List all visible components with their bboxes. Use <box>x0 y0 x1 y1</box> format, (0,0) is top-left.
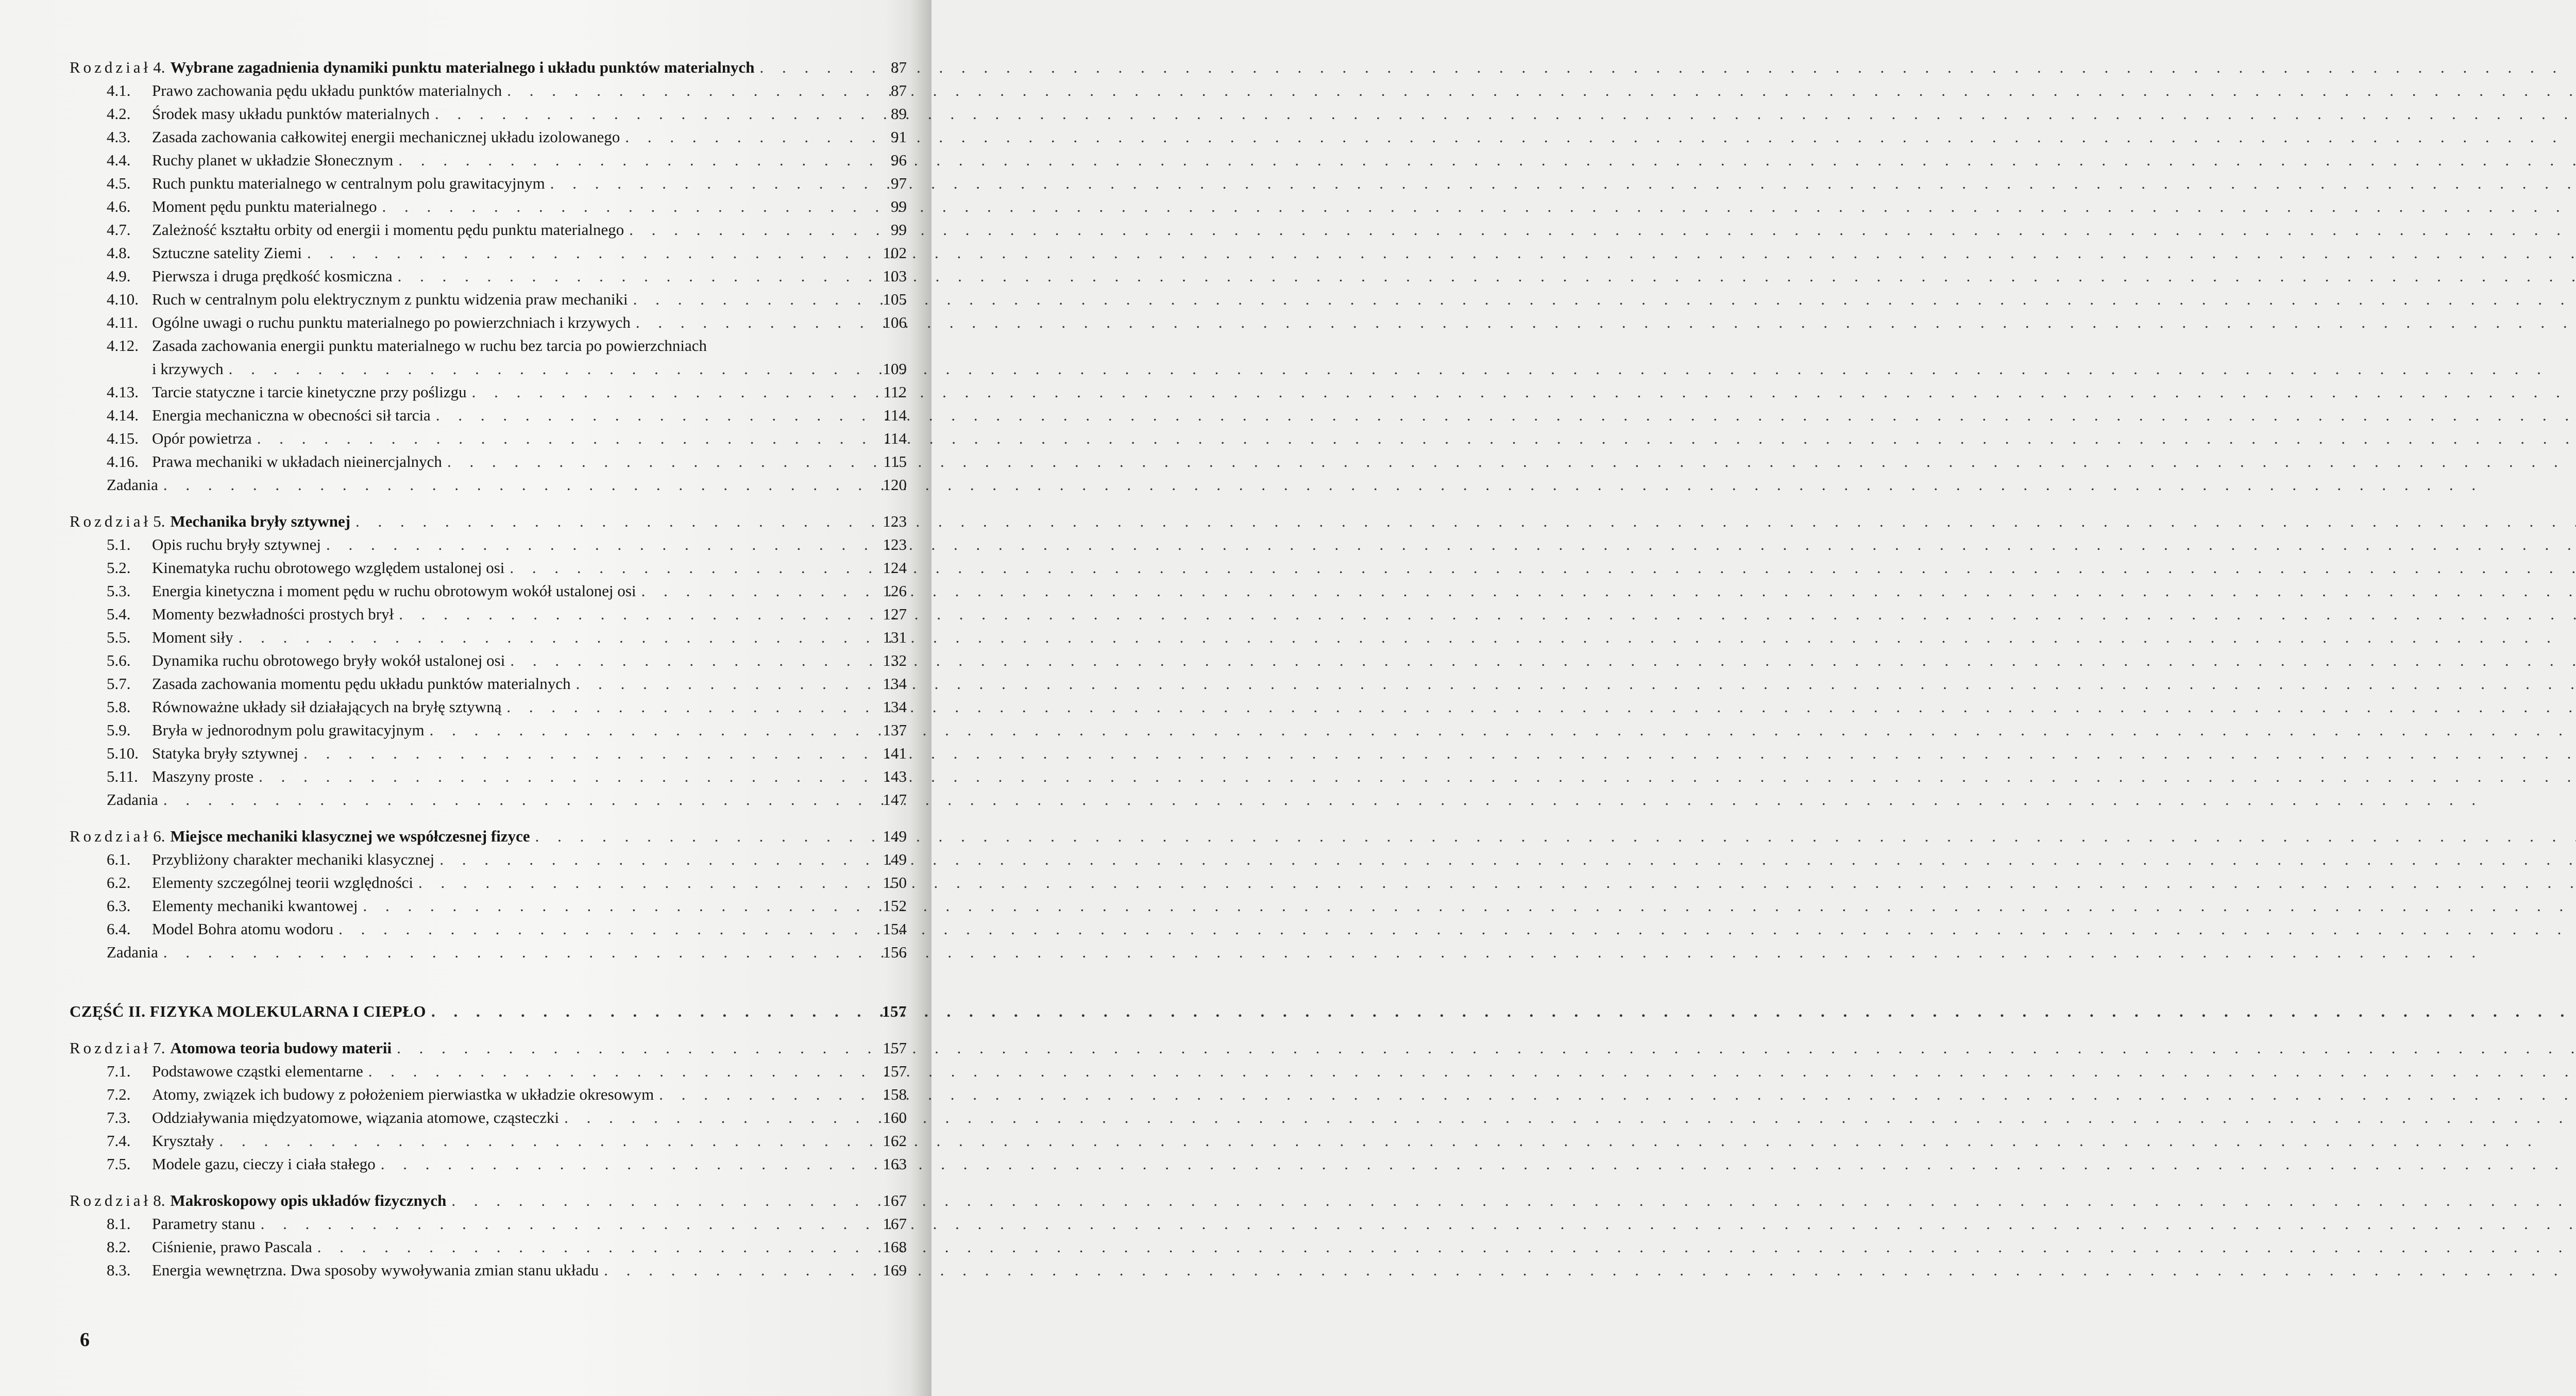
dot-leader <box>435 102 2576 125</box>
chapter-number: 6. <box>153 827 165 845</box>
toc-section <box>70 848 907 871</box>
dot-leader <box>368 1059 2576 1083</box>
section-title: Sztuczne satelity Ziemi <box>152 244 302 262</box>
dot-leader <box>507 79 2576 102</box>
dot-leader <box>397 1036 2576 1059</box>
dot-leader <box>439 848 2576 871</box>
section-number: 5.5. <box>107 628 131 646</box>
dot-leader <box>363 894 2576 917</box>
page-reference: 103 <box>883 267 907 285</box>
page-reference: 91 <box>891 128 907 146</box>
section-title: Środek masy układu punktów materialnych <box>152 105 430 123</box>
section-number: 6.2. <box>107 873 131 892</box>
section-title: Elementy mechaniki kwantowej <box>152 897 358 915</box>
toc-exercises <box>70 788 907 811</box>
section-number: 5.8. <box>107 698 131 716</box>
dot-leader <box>430 718 2576 742</box>
exercises-title: Zadania <box>107 790 158 809</box>
dot-leader <box>510 649 2576 672</box>
dot-leader <box>451 1189 2576 1212</box>
chapter-label: Rozdział <box>70 58 151 76</box>
toc-section <box>70 917 907 940</box>
chapter-number: 8. <box>153 1191 165 1209</box>
section-title: Równoważne układy sił działających na bryłę sztywną <box>152 698 502 716</box>
chapter-number: 4. <box>153 58 165 76</box>
dot-leader <box>550 172 2576 195</box>
toc-section <box>70 380 907 403</box>
page-reference: 96 <box>891 151 907 169</box>
page-reference: 109 <box>883 360 907 378</box>
page-reference: 120 <box>883 476 907 494</box>
toc-part <box>70 1000 907 1023</box>
page-reference: 134 <box>883 675 907 693</box>
dot-leader <box>326 533 2576 556</box>
toc-section <box>70 695 907 718</box>
page-reference: 97 <box>891 174 907 192</box>
page-reference: 149 <box>883 850 907 868</box>
section-number: 6.3. <box>107 897 131 915</box>
section-title: Ogólne uwagi o ruchu punktu materialnego po powierzchniach i krzywych <box>152 313 631 331</box>
exercises-title: Zadania <box>107 943 158 961</box>
page-reference: 167 <box>883 1215 907 1233</box>
section-title-continuation: i krzywych <box>152 360 224 378</box>
dot-leader <box>398 264 2576 288</box>
chapter-number: 7. <box>153 1039 165 1057</box>
section-number: 5.1. <box>107 535 131 553</box>
section-title: Ruchy planet w układzie Słonecznym <box>152 151 394 169</box>
section-title: Prawo zachowania pędu układu punktów materialnych <box>152 81 502 99</box>
dot-leader <box>261 1212 2576 1235</box>
section-title: Energia kinetyczna i moment pędu w ruchu obrotowym wokół ustalonej osi <box>152 582 636 600</box>
page-reference: 167 <box>883 1191 907 1209</box>
section-number: 8.3. <box>107 1261 131 1279</box>
section-title: Parametry stanu <box>152 1215 256 1233</box>
dot-leader <box>381 1152 2576 1175</box>
page-reference: 124 <box>883 559 907 577</box>
toc-section <box>70 334 907 357</box>
toc-section <box>70 602 907 626</box>
toc-section <box>70 742 907 765</box>
toc-chapter <box>70 825 907 848</box>
page-reference: 168 <box>883 1238 907 1256</box>
dot-leader <box>355 510 2576 533</box>
section-title: Dynamika ruchu obrotowego bryły wokół ustalonej osi <box>152 651 505 669</box>
dot-leader <box>472 380 2576 403</box>
toc-section <box>70 288 907 311</box>
dot-leader <box>625 125 2576 148</box>
section-number: 5.7. <box>107 675 131 693</box>
page-reference: 143 <box>883 767 907 785</box>
toc-section <box>70 626 907 649</box>
dot-leader <box>436 403 2576 427</box>
chapter-label: Rozdział <box>70 512 151 530</box>
page-reference: 157 <box>883 1039 907 1057</box>
section-number: 7.3. <box>107 1108 131 1126</box>
section-title: Opis ruchu bryły sztywnej <box>152 535 321 553</box>
page-reference: 149 <box>883 827 907 845</box>
section-number: 4.12. <box>107 337 139 355</box>
page-reference: 156 <box>883 943 907 961</box>
page-reference: 114 <box>883 406 907 424</box>
dot-leader <box>317 1235 2576 1258</box>
section-title: Energia mechaniczna w obecności sił tarcia <box>152 406 431 424</box>
section-number: 4.9. <box>107 267 131 285</box>
section-number: 4.13. <box>107 383 139 401</box>
dot-leader <box>629 218 2576 241</box>
section-number: 8.2. <box>107 1238 131 1256</box>
section-title: Ciśnienie, prawo Pascala <box>152 1238 312 1256</box>
page-reference: 141 <box>883 744 907 762</box>
page-reference: 115 <box>883 452 907 470</box>
toc-section <box>70 672 907 695</box>
chapter-number: 5. <box>153 512 165 530</box>
section-title: Przybliżony charakter mechaniki klasycznej <box>152 850 435 868</box>
section-number: 7.5. <box>107 1155 131 1173</box>
page-reference: 87 <box>891 81 907 99</box>
chapter-label: Rozdział <box>70 1191 151 1209</box>
toc-section <box>70 533 907 556</box>
section-title: Elementy szczególnej teorii względności <box>152 873 414 892</box>
toc-section <box>70 450 907 473</box>
page-reference: 99 <box>891 221 907 239</box>
section-number: 6.1. <box>107 850 131 868</box>
section-number: 4.3. <box>107 128 131 146</box>
section-number: 4.7. <box>107 221 131 239</box>
dot-leader <box>636 311 2576 334</box>
toc-section <box>70 311 907 334</box>
section-number: 4.8. <box>107 244 131 262</box>
section-number: 4.4. <box>107 151 131 169</box>
toc-section <box>70 1129 907 1152</box>
page-reference: 99 <box>891 197 907 215</box>
toc-chapter <box>70 1189 907 1212</box>
section-title: Statyka bryły sztywnej <box>152 744 299 762</box>
page-reference: 127 <box>883 605 907 623</box>
dot-leader <box>399 602 2576 626</box>
page-number: 6 <box>80 1329 90 1351</box>
dot-leader <box>506 695 2576 718</box>
toc-exercises <box>70 940 907 964</box>
section-title: Moment siły <box>152 628 233 646</box>
toc-section <box>70 264 907 288</box>
toc-section <box>70 427 907 450</box>
section-number: 4.11. <box>107 313 138 331</box>
dot-leader <box>759 56 2576 79</box>
section-title: Moment pędu punktu materialnego <box>152 197 377 215</box>
toc-section-continuation <box>70 357 907 380</box>
dot-leader <box>431 1000 2576 1023</box>
dot-leader <box>510 556 2576 579</box>
toc-section <box>70 1083 907 1106</box>
section-title: Zasada zachowania energii punktu materialnego w ruchu bez tarcia po powierzchniach <box>152 337 707 355</box>
section-number: 8.1. <box>107 1215 131 1233</box>
toc-chapter <box>70 56 907 79</box>
toc-chapter <box>70 510 907 533</box>
section-title: Oddziaływania międzyatomowe, wiązania atomowe, cząsteczki <box>152 1108 560 1126</box>
dot-leader <box>219 1129 2539 1152</box>
chapter-title: Atomowa teoria budowy materii <box>170 1039 392 1057</box>
page-reference: 123 <box>883 512 907 530</box>
dot-leader <box>303 742 2576 765</box>
dot-leader <box>307 241 2576 264</box>
toc-section <box>70 1258 907 1282</box>
section-title: Momenty bezwładności prostych brył <box>152 605 394 623</box>
page-reference: 89 <box>891 105 907 123</box>
toc-section <box>70 403 907 427</box>
section-number: 4.10. <box>107 290 139 308</box>
section-title: Kinematyka ruchu obrotowego względem ustalonej osi <box>152 559 505 577</box>
toc-section <box>70 1212 907 1235</box>
page-reference: 132 <box>883 651 907 669</box>
section-title: Pierwsza i druga prędkość kosmiczna <box>152 267 393 285</box>
section-title: Ruch w centralnym polu elektrycznym z punktu widzenia praw mechaniki <box>152 290 628 308</box>
table-of-contents <box>70 56 907 1282</box>
page-reference: 123 <box>883 535 907 553</box>
dot-leader <box>239 626 2558 649</box>
page-reference: 163 <box>883 1155 907 1173</box>
toc-section <box>70 579 907 602</box>
toc-section <box>70 649 907 672</box>
toc-section <box>70 556 907 579</box>
section-number: 5.6. <box>107 651 131 669</box>
page-reference: 147 <box>883 790 907 809</box>
toc-section <box>70 125 907 148</box>
section-number: 4.1. <box>107 81 131 99</box>
section-number: 4.5. <box>107 174 131 192</box>
page-reference: 87 <box>891 58 907 76</box>
section-number: 7.2. <box>107 1085 131 1103</box>
page-reference: 134 <box>883 698 907 716</box>
section-title: Opór powietrza <box>152 429 252 447</box>
chapter-title: Makroskopowy opis układów fizycznych <box>170 1191 447 1209</box>
toc-section <box>70 218 907 241</box>
dot-leader <box>633 288 2576 311</box>
page-reference: 157 <box>883 1062 907 1080</box>
section-number: 5.4. <box>107 605 131 623</box>
dot-leader <box>229 357 2548 380</box>
section-number: 5.3. <box>107 582 131 600</box>
toc-exercises <box>70 473 907 496</box>
toc-chapter <box>70 1036 907 1059</box>
dot-leader <box>163 940 2483 964</box>
page-reference: 152 <box>883 897 907 915</box>
section-title: Atomy, związek ich budowy z położeniem pierwiastka w układzie okresowym <box>152 1085 654 1103</box>
section-number: 5.11. <box>107 767 138 785</box>
section-number: 5.10. <box>107 744 139 762</box>
dot-leader <box>382 195 2576 218</box>
dot-leader <box>418 871 2576 894</box>
section-title: Zasada zachowania momentu pędu układu punktów materialnych <box>152 675 571 693</box>
toc-section <box>70 172 907 195</box>
toc-section <box>70 718 907 742</box>
section-title: Model Bohra atomu wodoru <box>152 920 334 938</box>
dot-leader <box>163 788 2483 811</box>
dot-leader <box>259 765 2576 788</box>
toc-section <box>70 871 907 894</box>
section-title: Zależność kształtu orbity od energii i momentu pędu punktu materialnego <box>152 221 624 239</box>
section-title: Energia wewnętrzna. Dwa sposoby wywoływania zmian stanu układu <box>152 1261 599 1279</box>
section-number: 7.4. <box>107 1132 131 1150</box>
section-title: Maszyny proste <box>152 767 254 785</box>
section-title: Tarcie statyczne i tarcie kinetyczne przy poślizgu <box>152 383 467 401</box>
chapter-label: Rozdział <box>70 1039 151 1057</box>
toc-section <box>70 1152 907 1175</box>
section-number: 5.9. <box>107 721 131 739</box>
section-title: Kryształy <box>152 1132 214 1150</box>
section-number: 6.4. <box>107 920 131 938</box>
page-reference: 158 <box>883 1085 907 1103</box>
toc-section <box>70 195 907 218</box>
exercises-title: Zadania <box>107 476 158 494</box>
section-number: 4.16. <box>107 452 139 470</box>
toc-section <box>70 1106 907 1129</box>
page-reference: 105 <box>883 290 907 308</box>
toc-section <box>70 102 907 125</box>
dot-leader <box>398 148 2576 172</box>
part-title: CZĘŚĆ II. FIZYKA MOLEKULARNA I CIEPŁO <box>70 1002 427 1020</box>
dot-leader <box>641 579 2576 602</box>
chapter-title: Mechanika bryły sztywnej <box>170 512 351 530</box>
dot-leader <box>659 1083 2576 1106</box>
page-reference: 106 <box>883 313 907 331</box>
section-number: 5.2. <box>107 559 131 577</box>
page-reference: 157 <box>882 1002 907 1020</box>
section-title: Modele gazu, cieczy i ciała stałego <box>152 1155 376 1173</box>
dot-leader <box>338 917 2576 940</box>
dot-leader <box>535 825 2576 848</box>
page-reference: 154 <box>883 920 907 938</box>
section-title: Prawa mechaniki w układach nieinercjalnych <box>152 452 442 470</box>
page-reference: 131 <box>883 628 907 646</box>
section-number: 7.1. <box>107 1062 131 1080</box>
page-reference: 169 <box>883 1261 907 1279</box>
chapter-title: Wybrane zagadnienia dynamiki punktu materialnego i układu punktów materialnych <box>170 58 755 76</box>
page-reference: 114 <box>883 429 907 447</box>
section-title: Zasada zachowania całkowitej energii mechanicznej układu izolowanego <box>152 128 620 146</box>
section-title: Podstawowe cząstki elementarne <box>152 1062 363 1080</box>
page-reference: 112 <box>883 383 907 401</box>
page-reference: 160 <box>883 1108 907 1126</box>
dot-leader <box>447 450 2576 473</box>
chapter-title: Miejsce mechaniki klasycznej we współczesnej fizyce <box>170 827 530 845</box>
section-title: Bryła w jednorodnym polu grawitacyjnym <box>152 721 425 739</box>
book-page <box>0 0 931 1396</box>
dot-leader <box>257 427 2576 450</box>
page-reference: 137 <box>883 721 907 739</box>
toc-section <box>70 765 907 788</box>
page-reference: 126 <box>883 582 907 600</box>
section-number: 4.6. <box>107 197 131 215</box>
page-reference: 150 <box>883 873 907 892</box>
section-number: 4.2. <box>107 105 131 123</box>
toc-section <box>70 1235 907 1258</box>
toc-section <box>70 894 907 917</box>
section-number: 4.15. <box>107 429 139 447</box>
toc-section <box>70 241 907 264</box>
section-title: Ruch punktu materialnego w centralnym polu grawitacyjnym <box>152 174 545 192</box>
toc-section <box>70 79 907 102</box>
chapter-label: Rozdział <box>70 827 151 845</box>
page-reference: 102 <box>883 244 907 262</box>
page-reference: 162 <box>883 1132 907 1150</box>
dot-leader <box>163 473 2483 496</box>
toc-section <box>70 148 907 172</box>
section-number: 4.14. <box>107 406 139 424</box>
toc-section <box>70 1059 907 1083</box>
